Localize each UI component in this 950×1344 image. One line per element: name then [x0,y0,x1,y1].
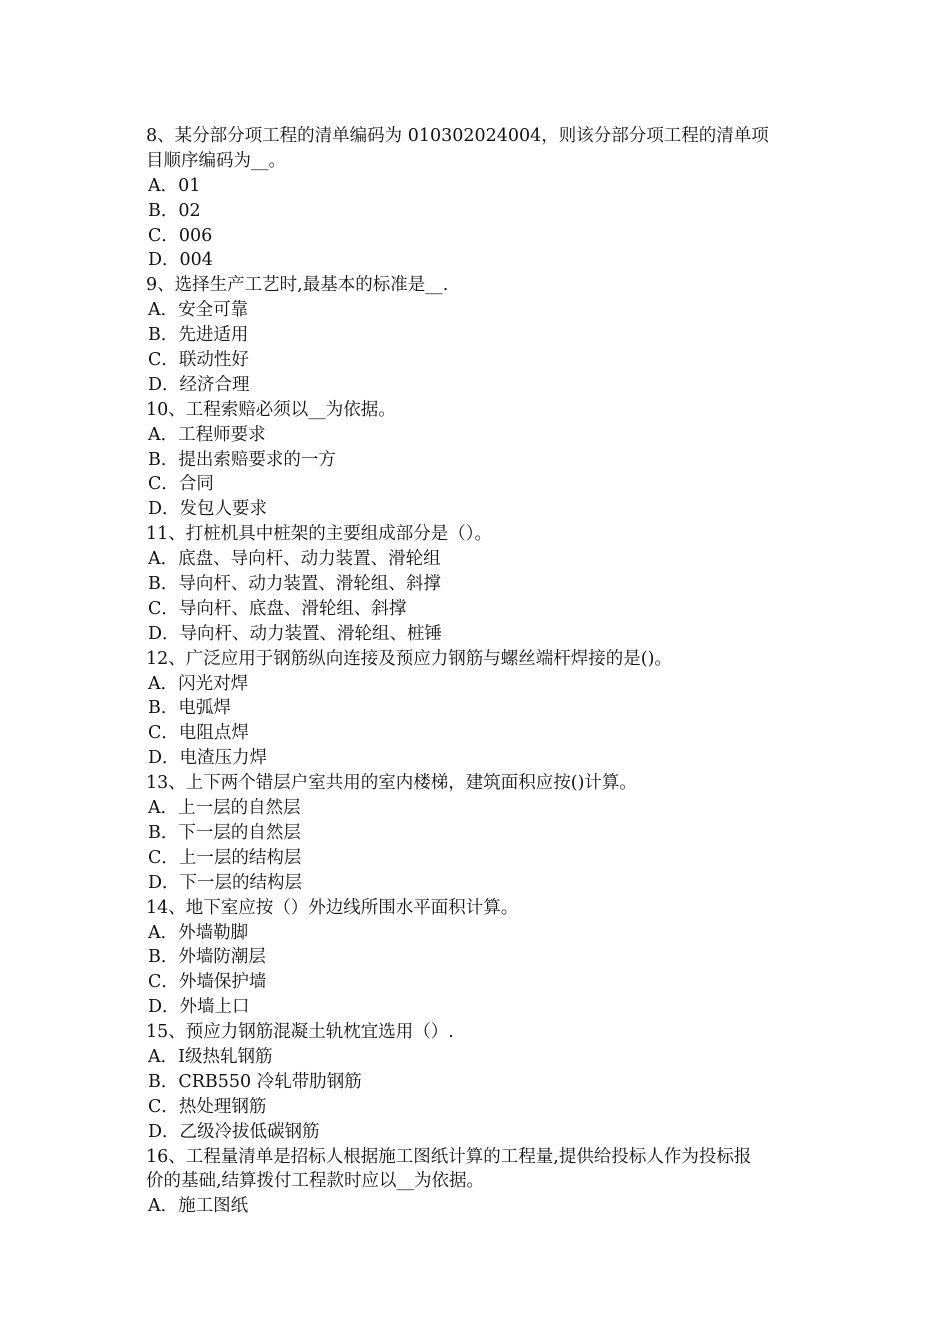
question-10 [146,398,810,522]
answer-option-d: D．发包人要求 [148,499,268,520]
answer-option-b: B．先进适用 [148,325,249,346]
answer-option-c: C．联动性好 [148,350,249,371]
question-stem-line: 目顺序编码为__。 [146,150,286,171]
question-8 [146,124,810,273]
question-12 [146,647,810,771]
answer-option-a: A．01 [148,175,201,196]
question-stem-line: 11、打桩机具中桩架的主要组成部分是（）。 [146,524,493,545]
question-stem-line: 价的基础,结算拨付工程款时应以__为依据。 [146,1171,485,1192]
answer-option-a: A．工程师要求 [148,424,266,445]
question-16 [146,1145,810,1220]
question-stem-line: 14、地下室应按（）外边线所围水平面积计算。 [146,897,519,918]
question-9 [146,273,810,397]
question-11 [146,522,810,646]
answer-option-a: A．外墙勒脚 [148,922,249,943]
answer-option-d: D．经济合理 [148,374,250,395]
answer-option-c: C．热处理钢筋 [148,1096,267,1117]
answer-option-d: D．乙级冷拔低碳钢筋 [148,1121,320,1142]
answer-option-d: D．导向杆、动力装置、滑轮组、桩锤 [148,623,443,644]
question-stem-line: 12、广泛应用于钢筋纵向连接及预应力钢筋与螺丝端杆焊接的是()。 [146,648,672,669]
question-14 [146,896,810,1020]
question-stem-line: 10、工程索赔必须以__为依据。 [146,399,396,420]
answer-option-a: A．Ⅰ级热轧钢筋 [148,1046,273,1067]
answer-option-c: C．合同 [148,474,214,495]
answer-option-b: B．提出索赔要求的一方 [148,449,336,470]
answer-option-c: C．导向杆、底盘、滑轮组、斜撑 [148,598,407,619]
question-stem-line: 8、某分部分项工程的清单编码为 010302024004，则该分部分项工程的清单项 [146,126,769,146]
answer-option-c: C．006 [148,225,213,246]
answer-option-b: B．外墙防潮层 [148,947,266,968]
answer-option-a: A．闪光对焊 [148,673,249,694]
question-stem-line: 13、上下两个错层户室共用的室内楼梯，建筑面积应按()计算。 [146,773,637,794]
answer-option-a: A．底盘、导向杆、动力装置、滑轮组 [148,549,441,570]
answer-option-d: D．电渣压力焊 [148,748,268,769]
question-15 [146,1020,810,1144]
answer-option-b: B．02 [148,200,201,221]
answer-option-b: B．导向杆、动力装置、滑轮组、斜撑 [148,574,441,595]
document-page [146,124,810,1219]
answer-option-a: A．上一层的自然层 [148,798,301,819]
question-stem-line: 15、预应力钢筋混凝土轨枕宜选用（）. [146,1022,454,1043]
answer-option-c: C．上一层的结构层 [148,847,302,868]
question-stem-line: 9、选择生产工艺时,最基本的标准是__. [146,275,449,296]
answer-option-a: A．施工图纸 [148,1196,249,1217]
answer-option-d: D．外墙上口 [148,997,250,1018]
answer-option-b: B．CRB550 冷轧带肋钢筋 [148,1071,362,1092]
question-stem-line: 16、工程量清单是招标人根据施工图纸计算的工程量,提供给投标人作为投标报 [146,1146,752,1167]
answer-option-b: B．电弧焊 [148,698,231,719]
answer-option-a: A．安全可靠 [148,300,249,321]
answer-option-d: D．004 [148,250,213,271]
answer-option-c: C．电阻点焊 [148,723,249,744]
answer-option-b: B．下一层的自然层 [148,822,301,843]
answer-option-c: C．外墙保护墙 [148,972,267,993]
question-13 [146,771,810,895]
answer-option-d: D．下一层的结构层 [148,872,303,893]
